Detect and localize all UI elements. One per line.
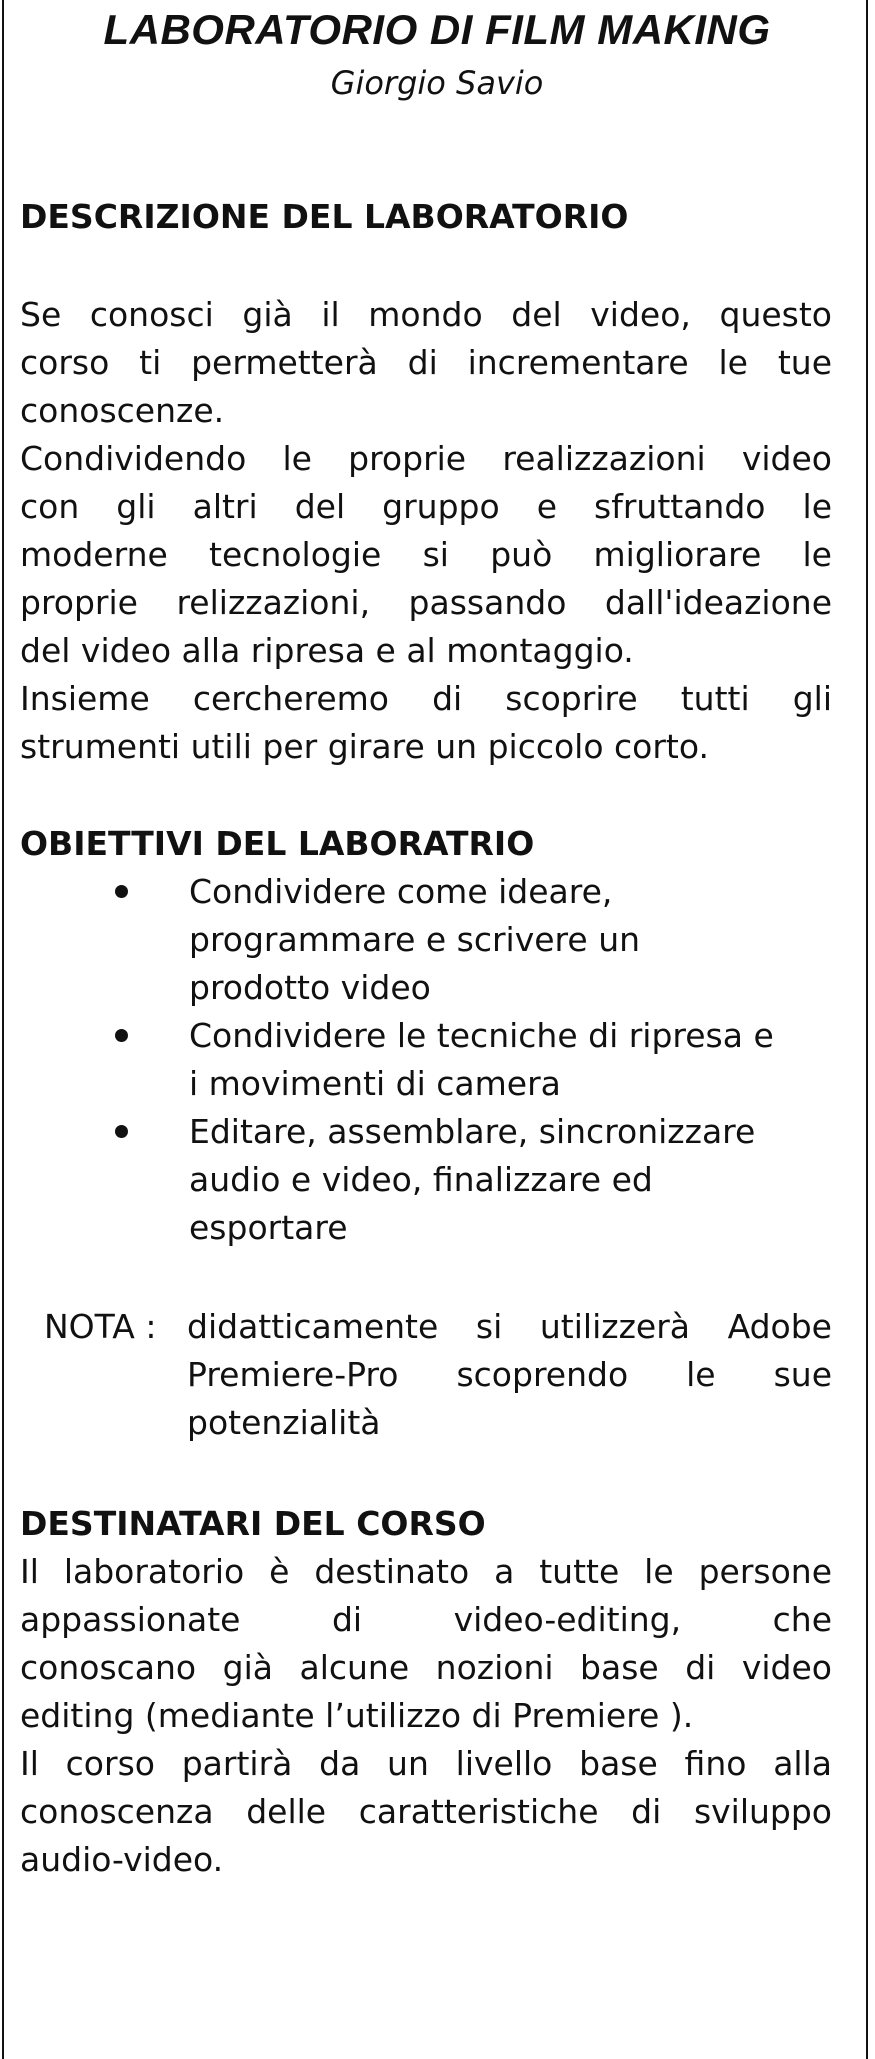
note-text [187,1303,832,1447]
objective-line: esportare [189,1208,348,1247]
description-line: proprie relizzazioni, passando dall'ideazione [20,583,832,622]
objective-line: audio e video, finalizzare ed [189,1160,653,1199]
audience-line: appassionate di video-editing, che [20,1600,832,1639]
objective-item [4,868,870,1012]
description-line: Condividendo le proprie realizzazioni video [20,439,832,478]
audience-line: Il laboratorio è destinato a tutte le persone [20,1552,832,1591]
objective-text [189,1108,839,1252]
description-line: del video alla ripresa e al montaggio. [20,631,634,670]
note-line: potenzialità [187,1403,381,1442]
objective-text [189,1012,839,1108]
objective-line: Condividere le tecniche di ripresa e [189,1016,774,1055]
objective-line: prodotto video [189,968,431,1007]
objectives-heading: OBIETTIVI DEL LABORATRIO [20,824,535,863]
note-line: didatticamente si utilizzerà Adobe [187,1307,832,1346]
description-line: corso ti permetterà di incrementare le tue [20,343,832,382]
document-author: Giorgio Savio [330,64,544,102]
description-line: conoscenze. [20,391,225,430]
description-line: strumenti utili per girare un piccolo corto. [20,727,709,766]
objective-item [4,1012,870,1108]
audience-line: editing (mediante l’utilizzo di Premiere ). [20,1696,694,1735]
description-text [20,291,832,771]
objective-text [189,868,839,1012]
bullet-icon [115,1029,128,1042]
objectives-list [4,868,870,1252]
description-line: con gli altri del gruppo e sfruttando le [20,487,832,526]
audience-line: Il corso partirà da un livello base fino alla [20,1744,832,1783]
audience-text [20,1548,832,1884]
audience-line: audio-video. [20,1840,224,1879]
objective-item [4,1108,870,1252]
bullet-icon [115,885,128,898]
audience-line: conoscano già alcune nozioni base di video [20,1648,832,1687]
description-line: Se conosci già il mondo del video, questo [20,295,832,334]
note-label: NOTA : [44,1307,157,1346]
bullet-icon [115,1125,128,1138]
note-line: Premiere-Pro scoprendo le sue [187,1355,832,1394]
description-line: Insieme cercheremo di scoprire tutti gli [20,679,832,718]
description-line: moderne tecnologie si può migliorare le [20,535,832,574]
objective-line: Editare, assemblare, sincronizzare [189,1112,756,1151]
document-page [2,0,868,2059]
objective-line: programmare e scrivere un [189,920,641,959]
objective-line: i movimenti di camera [189,1064,561,1103]
objective-line: Condividere come ideare, [189,872,613,911]
document-title: LABORATORIO DI FILM MAKING [103,6,771,53]
audience-line: conoscenza delle caratteristiche di sviluppo [20,1792,832,1831]
audience-heading: DESTINATARI DEL CORSO [20,1504,486,1543]
description-heading: DESCRIZIONE DEL LABORATORIO [20,197,629,236]
